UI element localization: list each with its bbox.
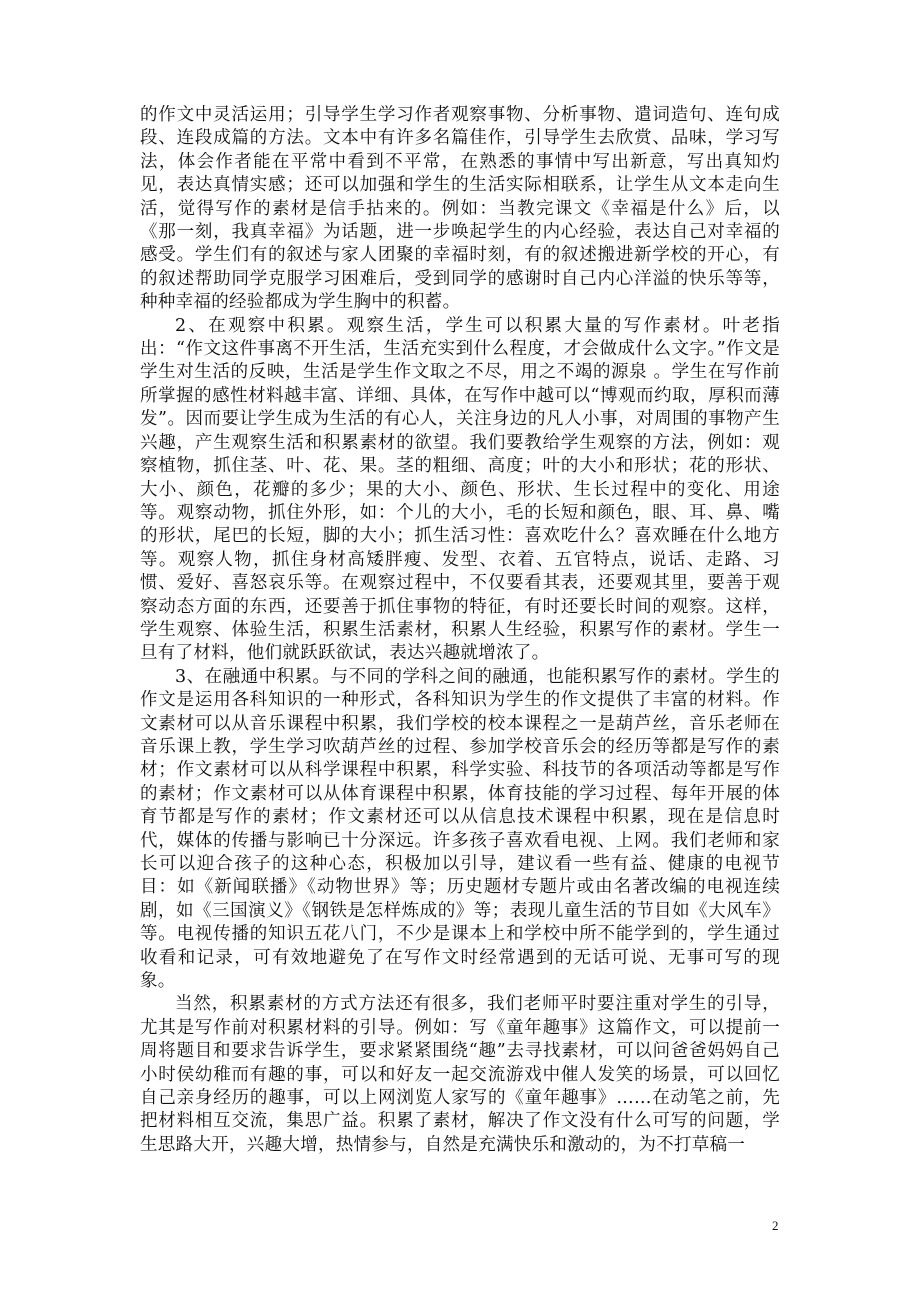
document-body bbox=[140, 104, 780, 1157]
paragraph-continued: 的作文中灵活运用；引导学生学习作者观察事物、分析事物、遣词造句、连句成段、连段成篇的方法。文本中有许多名篇佳作，引导学生去欣赏、品味，学习写法，体会作者能在平常中看到不平常，在熟悉的事情中写出新意，写出真知灼见，表达真情实感；还可以加强和学生的生活实际相联系，让学生从文本走向生活，觉得写作的素材是信手拈来的。例如：当教完课文《幸福是什么》后，以《那一刻，我真幸福》为话题，进一步唤起学生的内心经验，表达自己对幸福的感受。学生们有的叙述与家人团聚的幸福时刻，有的叙述搬进新学校的开心，有的叙述帮助同学克服学习困难后，受到同学的感谢时自己内心洋溢的快乐等等，种种幸福的经验都成为学生胸中的积蓄。 bbox=[140, 105, 780, 313]
paragraph-conclusion: 当然，积累素材的方式方法还有很多，我们老师平时要注重对学生的引导，尤其是写作前对积累材料的引导。例如：写《童年趣事》这篇作文，可以提前一周将题目和要求告诉学生，要求紧紧围绕“趣”去寻找素材，可以问爸爸妈妈自己小时侯幼稚而有趣的事，可以和好友一起交流游戏中催人发笑的场景，可以回忆自己亲身经历的趣事，可以上网浏览人家写的《童年趣事》……在动笔之前，先把材料相互交流，集思广益。积累了素材，解决了作文没有什么可写的问题，学生思路大开，兴趣大增，热情参与，自然是充满快乐和激动的，为不打草稿一 bbox=[140, 994, 780, 1155]
page-number: 2 bbox=[772, 1218, 779, 1233]
paragraph-integration: 3、在融通中积累。与不同的学科之间的融通，也能积累写作的素材。学生的作文是运用各科知识的一种形式，各科知识为学生的作文提供了丰富的材料。作文素材可以从音乐课程中积累，我们学校的校本课程之一是葫芦丝，音乐老师在音乐课上教，学生学习吹葫芦丝的过程、参加学校音乐会的经历等都是写作的素材；作文素材可以从科学课程中积累，科学实验、科技节的各项活动等都是写作的素材；作文素材可以从体育课程中积累，体育技能的学习过程、每年开展的体育节都是写作的素材；作文素材还可以从信息技术课程中积累，现在是信息时代，媒体的传播与影响已十分深远。许多孩子喜欢看电视、上网。我们老师和家长可以迎合孩子的这种心态，积极加以引导，建议看一些有益、健康的电视节目：如《新闻联播》《动物世界》等；历史题材专题片或由名著改编的电视连续剧，如《三国演义》《钢铁是怎样炼成的》等；表现儿童生活的节目如《大风车》等。电视传播的知识五花八门，不少是课本上和学校中所不能学到的，学生通过收看和记录，可有效地避免了在写作文时经常遇到的无话可说、无事可写的现象。 bbox=[140, 666, 780, 992]
paragraph-observation: 2、在观察中积累。观察生活，学生可以积累大量的写作素材。叶老指出：“作文这件事离不开生活，生活充实到什么程度，才会做成什么文字。”作文是学生对生活的反映，生活是学生作文取之不尽，用之不竭的源泉 。学生在写作前所掌握的感性材料越丰富、详细、具体，在写作中越可以“博观而约取，厚积而薄发”。因而要让学生成为生活的有心人，关注身边的凡人小事，对周围的事物产生兴趣，产生观察生活和积累素材的欲望。我们要教给学生观察的方法，例如：观察植物，抓住茎、叶、花、果。茎的粗细、高度；叶的大小和形状；花的形状、大小、颜色，花瓣的多少；果的大小、颜色、形状、生长过程中的变化、用途等。观察动物，抓住外形，如：个儿的大小，毛的长短和颜色，眼、耳、鼻、嘴的形状，尾巴的长短，脚的大小；抓生活习性：喜欢吃什么？喜欢睡在什么地方等。观察人物，抓住身材高矮胖瘦、发型、衣着、五官特点，说话、走路、习惯、爱好、喜怒哀乐等。在观察过程中，不仅要看其表，还要观其里，要善于观察动态方面的东西，还要善于抓住事物的特征，有时还要长时间的观察。这样，学生观察、体验生活，积累生活素材，积累人生经验，积累写作的素材。学生一旦有了材料，他们就跃跃欲试，表达兴趣就增浓了。 bbox=[140, 315, 780, 664]
